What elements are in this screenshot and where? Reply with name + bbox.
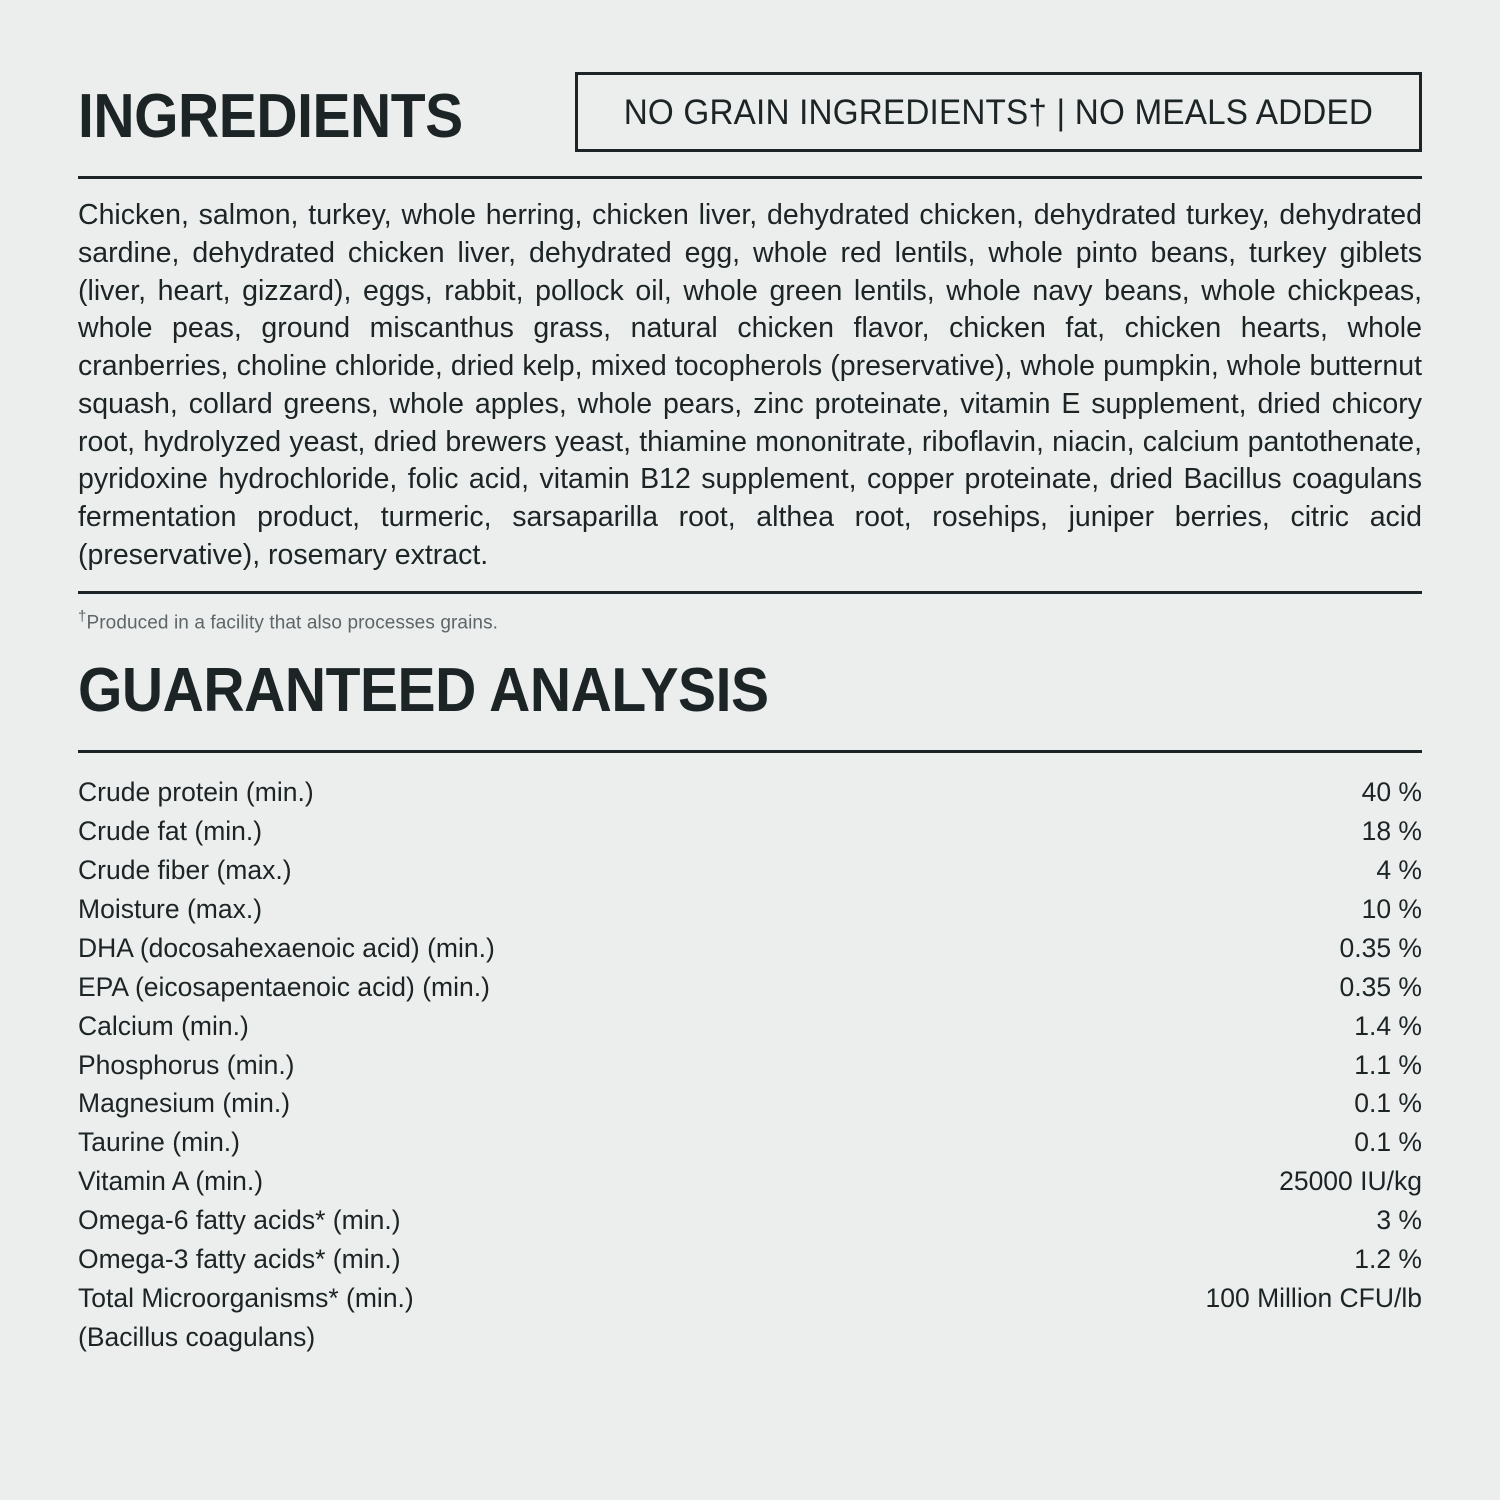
nutrient-label: Magnesium (min.) bbox=[78, 1088, 291, 1119]
ingredients-header bbox=[78, 72, 1422, 152]
nutrient-label: Phosphorus (min.) bbox=[78, 1049, 295, 1080]
no-grain-badge bbox=[575, 72, 1422, 152]
table-row bbox=[78, 773, 1422, 812]
nutrient-label: Vitamin A (min.) bbox=[78, 1166, 264, 1197]
nutrient-value: 0.1 % bbox=[1354, 1088, 1422, 1119]
nutrient-label: Taurine (min.) bbox=[78, 1127, 240, 1158]
table-row bbox=[78, 1007, 1422, 1046]
nutrient-value: 3 % bbox=[1376, 1205, 1422, 1236]
nutrient-label: Calcium (min.) bbox=[78, 1010, 249, 1041]
nutrient-label: DHA (docosahexaenoic acid) (min.) bbox=[78, 932, 495, 963]
guaranteed-analysis-table-body bbox=[78, 773, 1422, 1357]
table-row bbox=[78, 1046, 1422, 1085]
footnote-marker: † bbox=[78, 607, 87, 625]
table-row bbox=[78, 968, 1422, 1007]
nutrient-value: 18 % bbox=[1361, 815, 1422, 846]
nutrient-label: Omega-6 fatty acids* (min.) bbox=[78, 1205, 401, 1236]
guaranteed-analysis-title: GUARANTEED ANALYSIS bbox=[78, 655, 769, 725]
nutrient-value: 25000 IU/kg bbox=[1279, 1166, 1422, 1197]
divider-under-guaranteed-analysis-title bbox=[78, 750, 1422, 753]
nutrient-label-continuation: (Bacillus coagulans) bbox=[78, 1322, 316, 1353]
nutrient-value: 100 Million CFU/lb bbox=[1205, 1283, 1422, 1314]
table-row bbox=[78, 1084, 1422, 1123]
table-row bbox=[78, 1123, 1422, 1162]
nutrient-value: 1.2 % bbox=[1354, 1244, 1422, 1275]
table-row bbox=[78, 1318, 1422, 1357]
nutrient-label: Crude fiber (max.) bbox=[78, 854, 292, 885]
nutrient-value: 1.1 % bbox=[1354, 1049, 1422, 1080]
nutrient-label: EPA (eicosapentaenoic acid) (min.) bbox=[78, 971, 490, 1002]
nutrient-label: Omega-3 fatty acids* (min.) bbox=[78, 1244, 401, 1275]
nutrient-value: 10 % bbox=[1361, 893, 1422, 924]
nutrient-value: 40 % bbox=[1361, 776, 1422, 807]
table-row bbox=[78, 1279, 1422, 1318]
nutrient-value-empty bbox=[963, 1318, 1422, 1357]
table-row bbox=[78, 929, 1422, 968]
nutrient-label: Moisture (max.) bbox=[78, 893, 263, 924]
nutrient-value: 1.4 % bbox=[1354, 1010, 1422, 1041]
ingredients-text: Chicken, salmon, turkey, whole herring, chicken liver, dehydrated chicken, dehydrated turkey, dehydrated sardine, dehydrated chicken liver, dehydrated egg, whole red lentils, whole pinto beans, turkey giblets (liver, heart, gizzard), eggs, rabbit, pollock oil, whole green lentils, whole navy beans, whole chickpeas, whole peas, ground miscanthus grass, natural chicken flavor, chicken fat, chicken hearts, whole cranberries, choline chloride, dried kelp, mixed tocopherols (preservative), whole pumpkin, whole butternut squash, collard greens, whole apples, whole pears, zinc proteinate, vitamin E supplement, dried chicory root, hydrolyzed yeast, dried brewers yeast, thiamine mononitrate, riboflavin, niacin, calcium pantothenate, pyridoxine hydrochloride, folic acid, vitamin B12 supplement, copper proteinate, dried Bacillus coagulans fermentation product, turmeric, sarsaparilla root, althea root, rosehips, juniper berries, citric acid (preservative), rosemary extract. bbox=[78, 199, 1422, 571]
table-row bbox=[78, 851, 1422, 890]
table-row bbox=[78, 890, 1422, 929]
footnote-text: Produced in a facility that also processes grains. bbox=[86, 611, 499, 633]
nutrient-label: Crude protein (min.) bbox=[78, 776, 314, 807]
no-grain-badge-label: NO GRAIN INGREDIENTS† | NO MEALS ADDED bbox=[623, 93, 1374, 132]
nutrient-value: 0.35 % bbox=[1339, 971, 1422, 1002]
table-row bbox=[78, 1240, 1422, 1279]
page-title: INGREDIENTS bbox=[78, 82, 463, 151]
nutrient-value: 0.1 % bbox=[1354, 1127, 1422, 1158]
ingredients-footnote bbox=[78, 594, 1422, 634]
nutrient-value: 0.35 % bbox=[1339, 932, 1422, 963]
nutrient-label: Total Microorganisms* (min.) bbox=[78, 1283, 414, 1314]
guaranteed-analysis-table bbox=[78, 773, 1422, 1357]
table-row bbox=[78, 812, 1422, 851]
nutrient-label: Crude fat (min.) bbox=[78, 815, 263, 846]
table-row bbox=[78, 1162, 1422, 1201]
table-row bbox=[78, 1201, 1422, 1240]
nutrient-value: 4 % bbox=[1376, 854, 1422, 885]
